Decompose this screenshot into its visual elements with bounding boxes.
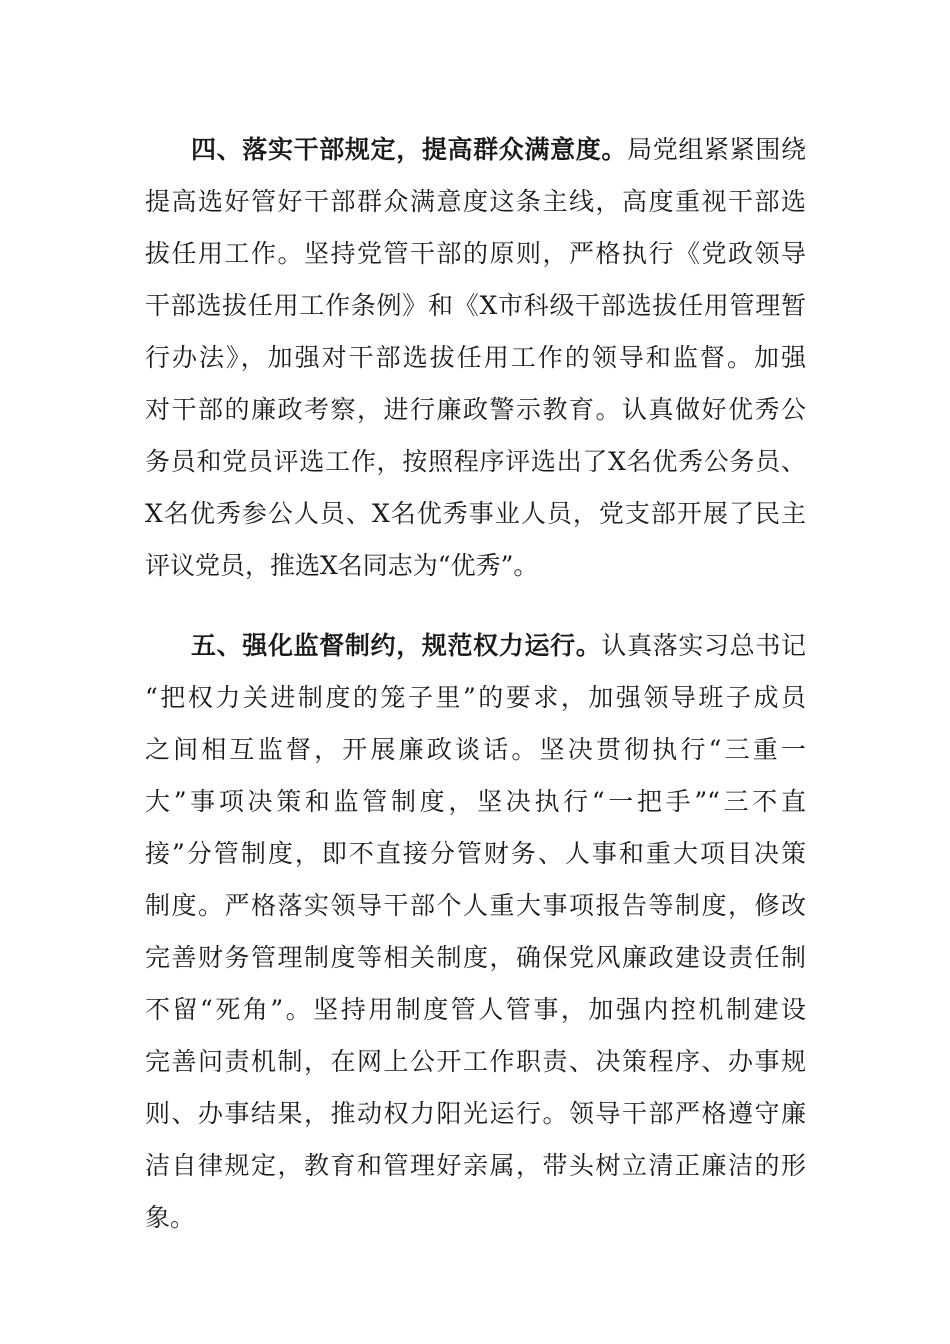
paragraph-first-line <box>145 620 806 672</box>
paragraph-line: 象。 <box>145 1203 196 1232</box>
paragraph-line: 之间相互监督，开展廉政谈话。坚决贯彻执行“三重一 <box>145 735 806 764</box>
paragraph-line: 接”分管制度，即不直接分管财务、人事和重大项目决策 <box>145 839 806 868</box>
paragraph-line: 提高选好管好干部群众满意度这条主线，高度重视干部选 <box>145 187 806 216</box>
paragraph-line: 拔任用工作。坚持党管干部的原则，严格执行《党政领导 <box>145 239 806 268</box>
paragraph-line: 完善问责机制，在网上公开工作职责、决策程序、办事规 <box>145 1047 806 1076</box>
paragraph-4 <box>145 124 806 592</box>
paragraph-spacer <box>145 592 806 620</box>
paragraph-text: 认真落实习总书记 <box>601 631 806 660</box>
paragraph-5 <box>145 620 806 1244</box>
paragraph-line: 大”事项决策和监管制度，坚决执行“一把手”“三不直 <box>145 787 806 816</box>
paragraph-line: 制度。严格落实领导干部个人重大事项报告等制度，修改 <box>145 891 806 920</box>
paragraph-line: 完善财务管理制度等相关制度，确保党风廉政建设责任制 <box>145 943 806 972</box>
paragraph-heading: 五、强化监督制约，规范权力运行。 <box>191 631 602 660</box>
paragraph-line: X名优秀参公人员、X名优秀事业人员，党支部开展了民主 <box>145 499 806 528</box>
document-page <box>145 124 806 1244</box>
paragraph-line: 对干部的廉政考察，进行廉政警示教育。认真做好优秀公 <box>145 395 806 424</box>
paragraph-line: 洁自律规定，教育和管理好亲属，带头树立清正廉洁的形 <box>145 1151 806 1180</box>
paragraph-line: 则、办事结果，推动权力阳光运行。领导干部严格遵守廉 <box>145 1099 806 1128</box>
paragraph-first-line <box>145 124 806 176</box>
paragraph-line: 务员和党员评选工作，按照程序评选出了X名优秀公务员、 <box>145 447 806 476</box>
paragraph-line: “把权力关进制度的笼子里”的要求，加强领导班子成员 <box>145 683 806 712</box>
paragraph-line: 行办法》，加强对干部选拔任用工作的领导和监督。加强 <box>145 343 806 372</box>
paragraph-heading: 四、落实干部规定，提高群众满意度。 <box>191 135 628 164</box>
paragraph-text: 局党组紧紧围绕 <box>627 135 806 164</box>
paragraph-line: 不留“死角”。坚持用制度管人管事，加强内控机制建设 <box>145 995 806 1024</box>
paragraph-line: 评议党员，推选X名同志为“优秀”。 <box>145 551 539 580</box>
paragraph-line: 干部选拔任用工作条例》和《X市科级干部选拔任用管理暂 <box>145 291 806 320</box>
